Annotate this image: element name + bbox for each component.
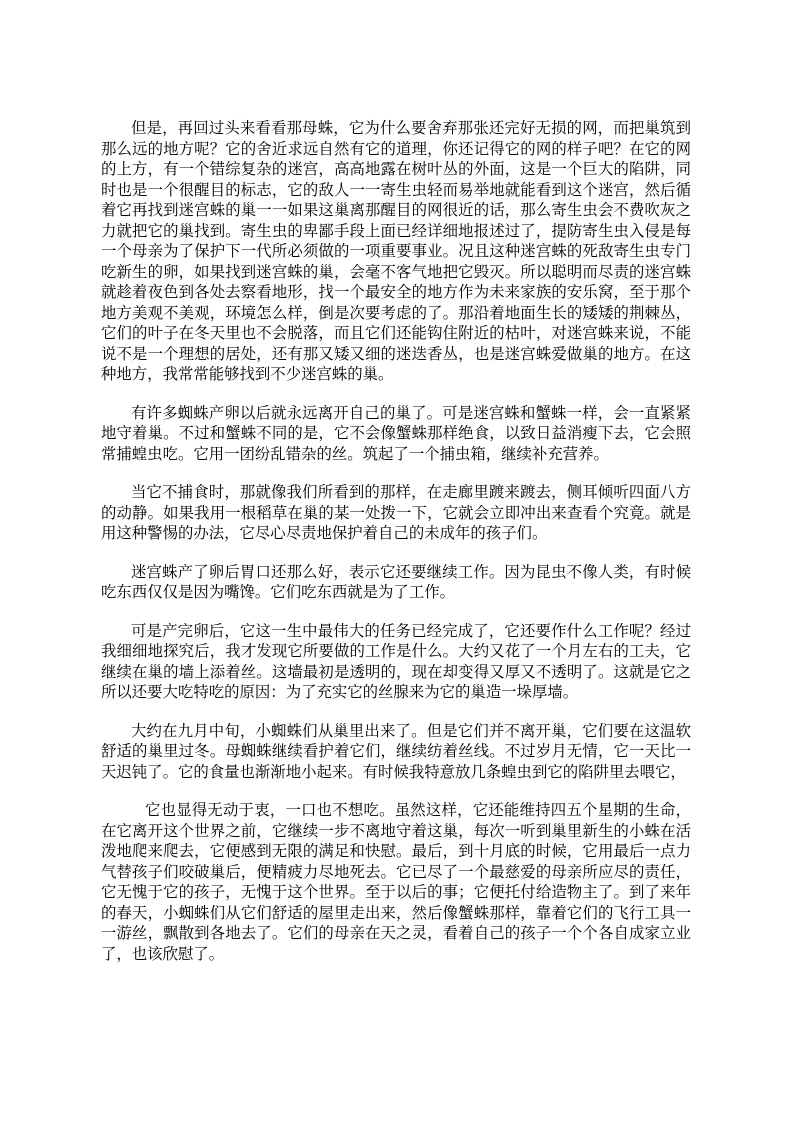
paragraph-spiderlings-hatch: 大约在九月中旬，小蜘蛛们从巢里出来了。但是它们并不离开巢，它们要在这温软舒适的巢里过冬。母蜘蛛继续看护着它们，继续纺着丝线。不过岁月无情，它一天比一天迟钝了。它的食量也渐渐地小起来。有时候我特意放几条蝗虫到它的陷阱里去喂它，	[101, 721, 691, 781]
paragraph-mother-spider-nest-site: 但是，再回过头来看看那母蛛，它为什么要舍弃那张还完好无损的网，而把巢筑到那么远的地方呢？它的舍近求远自然有它的道理，你还记得它的网的样子吧？在它的网的上方，有一个错综复杂的迷宫，高高地露在树叶丛的外面，这是一个巨大的陷阱，同时也是一个很醒目的标志，它的敌人一一寄生虫轻而易举地就能看到这个迷宫，然后循着它再找到迷宫蛛的巢一一如果这巢离那醒目的网很近的话，那么寄生虫会不费吹灰之力就把它的巢找到。寄生虫的卑鄙手段上面已经详细地报述过了，提防寄生虫入侵是每一个母亲为了保护下一代所必须做的一项重要事业。况且这种迷宫蛛的死敌寄生虫专门吃新生的卵，如果找到迷宫蛛的巢，会毫不客气地把它毁灭。所以聪明而尽责的迷宫蛛就趁着夜色到各处去察看地形，找一个最安全的地方作为未来家族的安乐窝，至于那个地方美观不美观，环境怎么样，倒是次要考虑的了。那沿着地面生长的矮矮的荆棘丛，它们的叶子在冬天里也不会脱落，而且它们还能钩住附近的枯叶，对迷宫蛛来说，不能说不是一个理想的居处，还有那又矮又细的迷迭香丛，也是迷宫蛛爱做巢的地方。在这种地方，我常常能够找到不少迷宫蛛的巢。	[101, 119, 691, 383]
paragraph-vigilance: 当它不捕食时，那就像我们所看到的那样，在走廊里踱来踱去，侧耳倾听四面八方的动静。如果我用一根稻草在巢的某一处拨一下，它就会立即冲出来查看个究竟。就是用这种警惕的办法，它尽心尽责地保护着自己的未成年的孩子们。	[101, 483, 691, 542]
paragraph-wall-building: 可是产完卵后，它这一生中最伟大的任务已经完成了，它还要作什么工作呢？经过我细细地探究后，我才发现它所要做的工作是什么。大约又花了一个月左右的工夫，它继续在巢的墙上添着丝。这墙最初是透明的，现在却变得又厚又不透明了。这就是它之所以还要大吃特吃的原因：为了充实它的丝腺来为它的巢造一垛厚墙。	[101, 621, 691, 701]
paragraph-mother-death: 它也显得无动于衷，一口也不想吃。虽然这样，它还能维持四五个星期的生命，在它离开这个世界之前，它继续一步不离地守着这巢，每次一听到巢里新生的小蛛在活泼地爬来爬去，它便感到无限的满足和快慰。最后，到十月底的时候，它用最后一点力气替孩子们咬破巢后，便精疲力尽地死去。它已尽了一个最慈爱的母亲所应尽的责任，它无愧于它的孩子，无愧于这个世界。至于以后的事；它便托付给造物主了。到了来年的春天，小蜘蛛们从它们舒适的屋里走出来，然后像蟹蛛那样，靠着它们的飞行工具一一游丝，飘散到各地去了。它们的母亲在天之灵，看着自己的孩子一个个各自成家立业了，也该欣慰了。	[101, 801, 691, 963]
paragraph-guarding-nest: 有许多蜘蛛产卵以后就永远离开自己的巢了。可是迷宫蛛和蟹蛛一样，会一直紧紧地守着巢。不过和蟹蛛不同的是，它不会像蟹蛛那样绝食，以致日益消瘦下去，它会照常捕蝗虫吃。它用一团纷乱错杂的丝。筑起了一个捕虫箱，继续补充营养。	[101, 403, 691, 463]
document-page	[101, 118, 691, 964]
paragraph-appetite: 迷宫蛛产了卵后胃口还那么好，表示它还要继续工作。因为昆虫不像人类，有时候吃东西仅仅是因为嘴馋。它们吃东西就是为了工作。	[101, 562, 691, 601]
